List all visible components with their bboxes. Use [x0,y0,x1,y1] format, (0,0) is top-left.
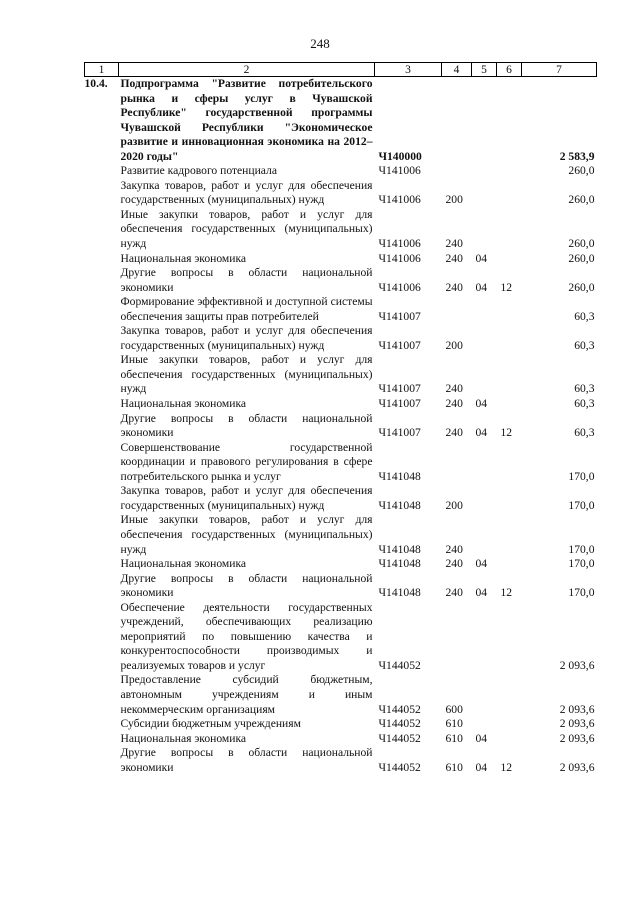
row-col-5: 04 [475,731,488,745]
row-number [85,572,119,601]
row-number [85,601,119,674]
row-amount: 60,3 [574,426,595,440]
row-col-5 [472,717,497,732]
row-col-6 [497,441,522,485]
table-row [85,412,597,441]
row-code: Ч140000 [378,149,422,163]
row-col-6 [497,673,522,717]
table-row [85,572,597,601]
budget-table [84,62,597,775]
row-col-4: 240 [445,542,463,556]
row-number [85,557,119,572]
header-col-2: 2 [119,63,375,77]
table-row [85,673,597,717]
row-col-6 [497,717,522,732]
row-code: Ч141007 [378,309,421,323]
row-col-4 [442,164,472,179]
row-amount: 2 093,6 [559,717,595,731]
row-col-4 [442,441,472,485]
row-col-5: 04 [475,280,488,294]
row-number [85,397,119,412]
table-row [85,77,597,165]
row-amount: 170,0 [568,498,595,512]
row-code: Ч141006 [378,251,421,265]
row-col-6 [497,164,522,179]
row-name: Совершенствование государственной координации и правового регулирования в сфере потребительского рынка и услуг [120,440,373,483]
table-row [85,252,597,267]
row-col-5 [472,353,497,397]
row-col-6 [497,397,522,412]
row-col-6 [497,295,522,324]
row-col-4: 200 [445,498,463,512]
row-amount: 60,3 [574,382,595,396]
row-name: Иные закупки товаров, работ и услуг для обеспечения государственных (муниципальных) нужд [120,353,373,396]
row-col-5 [472,208,497,252]
row-col-4: 610 [445,760,463,774]
row-code: Ч141048 [378,557,421,571]
row-number [85,353,119,397]
row-name: Национальная экономика [120,731,247,745]
row-amount: 260,0 [568,251,595,265]
row-number [85,717,119,732]
page-number: 248 [310,36,330,51]
row-col-4: 240 [445,382,463,396]
row-name: Предоставление субсидий бюджетным, автономным учреждениям и иным некоммерческим организациям [120,673,373,716]
row-number [85,513,119,557]
row-number: 10.4. [84,77,108,90]
row-number [85,208,119,252]
row-amount: 60,3 [574,338,595,352]
row-code: Ч141007 [378,426,421,440]
row-col-4: 240 [445,237,463,251]
row-code: Ч141007 [378,397,421,411]
row-number [85,164,119,179]
table-row [85,441,597,485]
header-col-5: 5 [472,63,497,77]
table-row [85,179,597,208]
row-code: Ч144052 [378,731,421,745]
row-name: Другие вопросы в области национальной экономики [120,411,373,440]
row-col-6: 12 [500,760,513,774]
row-name: Подпрограмма "Развитие потребительского рынка и сферы услуг в Чувашской Республике" государственной программы Чувашской Республики "Экономическое развитие и инновационная экономика на 2012–2020 годы" [120,77,373,163]
row-col-6 [497,208,522,252]
row-code: Ч141048 [378,586,421,600]
row-code: Ч141007 [378,338,421,352]
row-col-4: 610 [445,731,463,745]
row-name: Закупка товаров, работ и услуг для обеспечения государственных (муниципальных) нужд [120,324,373,352]
row-amount: 170,0 [568,557,595,571]
table-body [85,77,597,776]
row-code: Ч144052 [378,702,421,716]
row-number [85,484,119,513]
row-amount: 170,0 [568,469,595,483]
row-number [85,732,119,747]
row-name: Закупка товаров, работ и услуг для обеспечения государственных (муниципальных) нужд [120,484,373,512]
row-col-5: 04 [475,586,488,600]
row-code: Ч141048 [378,469,421,483]
row-col-6: 12 [500,426,513,440]
table-row [85,746,597,775]
row-code: Ч144052 [378,760,421,774]
row-col-5 [472,295,497,324]
table-header [85,63,597,77]
row-code: Ч144052 [378,717,421,731]
row-name: Другие вопросы в области национальной экономики [120,746,373,774]
row-code: Ч141006 [378,280,421,294]
row-col-6 [497,513,522,557]
row-col-5 [472,441,497,485]
row-col-5: 04 [475,760,488,774]
row-col-5 [472,513,497,557]
row-col-6 [497,353,522,397]
row-number [85,295,119,324]
row-col-6 [497,77,522,165]
row-col-6 [497,252,522,267]
row-col-5 [472,77,497,165]
row-col-5: 04 [475,426,488,440]
row-col-4: 240 [445,251,463,265]
table-row [85,266,597,295]
row-col-6 [497,732,522,747]
row-name: Обеспечение деятельности государственных учреждений, обеспечивающих реализацию мероприятий по повышению качества и конкурентоспособности производимых и реализуемых товаров и услуг [120,600,373,672]
row-number [85,252,119,267]
table-row [85,353,597,397]
table-row [85,717,597,732]
row-code: Ч141007 [378,382,421,396]
row-amount: 2 093,6 [559,658,595,672]
row-col-6: 12 [500,280,513,294]
row-amount: 170,0 [568,586,595,600]
header-col-3: 3 [375,63,442,77]
row-col-4: 200 [445,193,463,207]
row-col-4 [442,77,472,165]
row-col-5: 04 [475,251,488,265]
row-number [85,746,119,775]
row-col-4: 610 [445,717,463,731]
table-row [85,513,597,557]
row-amount: 170,0 [568,542,595,556]
table-row [85,397,597,412]
row-col-4: 240 [445,280,463,294]
table-row [85,557,597,572]
row-name: Иные закупки товаров, работ и услуг для обеспечения государственных (муниципальных) нужд [120,207,373,251]
row-col-4 [442,295,472,324]
table-row [85,164,597,179]
row-amount: 260,0 [568,193,595,207]
row-col-5 [472,484,497,513]
row-col-6 [497,324,522,353]
row-code: Ч141048 [378,498,421,512]
row-code: Ч141006 [378,237,421,251]
header-col-7: 7 [522,63,597,77]
row-col-5: 04 [475,397,488,411]
row-amount: 2 093,6 [559,702,595,716]
row-amount: 2 583,9 [559,149,595,163]
table-row [85,601,597,674]
header-col-1: 1 [85,63,119,77]
row-number [85,673,119,717]
row-name: Развитие кадрового потенциала [120,164,277,178]
row-name: Субсидии бюджетным учреждениям [120,717,301,731]
row-col-4: 240 [445,557,463,571]
row-number [85,412,119,441]
row-col-6 [497,179,522,208]
row-number [85,324,119,353]
row-col-5 [472,164,497,179]
table-row [85,324,597,353]
row-col-4: 240 [445,397,463,411]
table-row [85,732,597,747]
row-name: Закупка товаров, работ и услуг для обеспечения государственных (муниципальных) нужд [120,178,373,207]
table-row [85,295,597,324]
row-amount: 260,0 [568,237,595,251]
row-col-5 [472,673,497,717]
row-name: Другие вопросы в области национальной экономики [120,571,373,600]
row-col-4 [442,601,472,674]
row-col-5 [472,179,497,208]
header-col-4: 4 [442,63,472,77]
row-amount: 2 093,6 [559,731,595,745]
table-row [85,208,597,252]
row-col-4: 240 [445,426,463,440]
row-name: Иные закупки товаров, работ и услуг для обеспечения государственных (муниципальных) нужд [120,513,373,556]
row-amount: 60,3 [574,397,595,411]
row-amount: 260,0 [568,164,595,178]
row-code: Ч141006 [378,193,421,207]
row-col-5 [472,601,497,674]
row-name: Национальная экономика [120,251,247,265]
row-col-6: 12 [500,586,513,600]
header-col-6: 6 [497,63,522,77]
row-col-6 [497,557,522,572]
table-row [85,484,597,513]
row-number [85,441,119,485]
row-col-5 [472,324,497,353]
row-number [85,179,119,208]
row-amount: 2 093,6 [559,760,595,774]
row-col-4: 200 [445,338,463,352]
row-name: Национальная экономика [120,557,247,571]
row-number [85,266,119,295]
row-col-4: 600 [445,702,463,716]
row-col-6 [497,601,522,674]
row-code: Ч141006 [378,164,421,178]
row-name: Формирование эффективной и доступной системы обеспечения защиты прав потребителей [120,295,373,323]
row-col-6 [497,484,522,513]
row-col-4: 240 [445,586,463,600]
row-amount: 260,0 [568,280,595,294]
row-code: Ч141048 [378,542,421,556]
header-row [85,63,597,77]
row-name: Национальная экономика [120,397,247,411]
row-amount: 60,3 [574,309,595,323]
row-code: Ч144052 [378,658,421,672]
row-col-5: 04 [475,557,488,571]
row-name: Другие вопросы в области национальной экономики [120,266,373,294]
